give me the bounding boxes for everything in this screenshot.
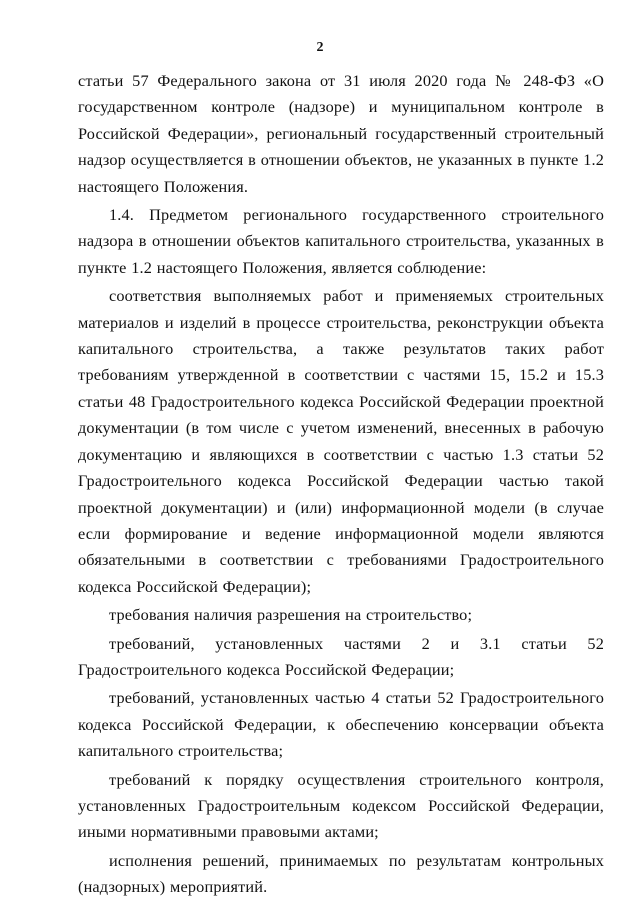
paragraph-item-conservation: требований, установленных частью 4 статьи 52 Градостроительного кодекса Российской Федерации, к обеспечению консервации объекта капитального строительства; [78, 688, 604, 761]
paragraph-section-1-4: 1.4. Предметом регионального государственного строительного надзора в отношении объектов капитального строительства, указанных в пункте 1.2 настоящего Положения, является соблюдение: [78, 205, 604, 277]
document-body [78, 68, 604, 903]
paragraph-item-compliance-works: соответствия выполняемых работ и применяемых строительных материалов и изделий в процессе строительства, реконструкции объекта капитального строительства, а также результатов таких работ требованиям утвержденной в соответствии с частями 15, 15.2 и 15.3 статьи 48 Градостроительного кодекса Российской Федерации проектной документации (в том числе с учетом изменений, внесенных в рабочую документацию и являющихся в соответствии с частью 1.3 статьи 52 Градостроительного кодекса Российской Федерации частью такой проектной документации) и (или) информационной модели (в случае если формирование и ведение информационной модели являются обязательными в соответствии с требованиями Градостроительного кодекса Российской Федерации); [78, 286, 604, 596]
paragraph-item-construction-control: требований к порядку осуществления строительного контроля, установленных Градостроительным кодексом Российской Федерации, иными нормативными правовыми актами; [78, 769, 604, 842]
paragraph-continuation: статьи 57 Федерального закона от 31 июля 2020 года № 248-ФЗ «О государственном контроле (надзоре) и муниципальном контроле в Российской Федерации», региональный государственный строительный надзор осуществляется в отношении объектов, не указанных в пункте 1.2 настоящего Положения. [78, 71, 604, 196]
paragraph-item-permit: требования наличия разрешения на строительство; [109, 605, 473, 625]
paragraph-item-requirements-2-3-1: требований, установленных частями 2 и 3.1 статьи 52 Градостроительного кодекса Российской Федерации; [78, 633, 604, 679]
page-number: 2 [316, 40, 324, 55]
paragraph-item-decisions: исполнения решений, принимаемых по результатам контрольных (надзорных) мероприятий. [78, 850, 604, 897]
